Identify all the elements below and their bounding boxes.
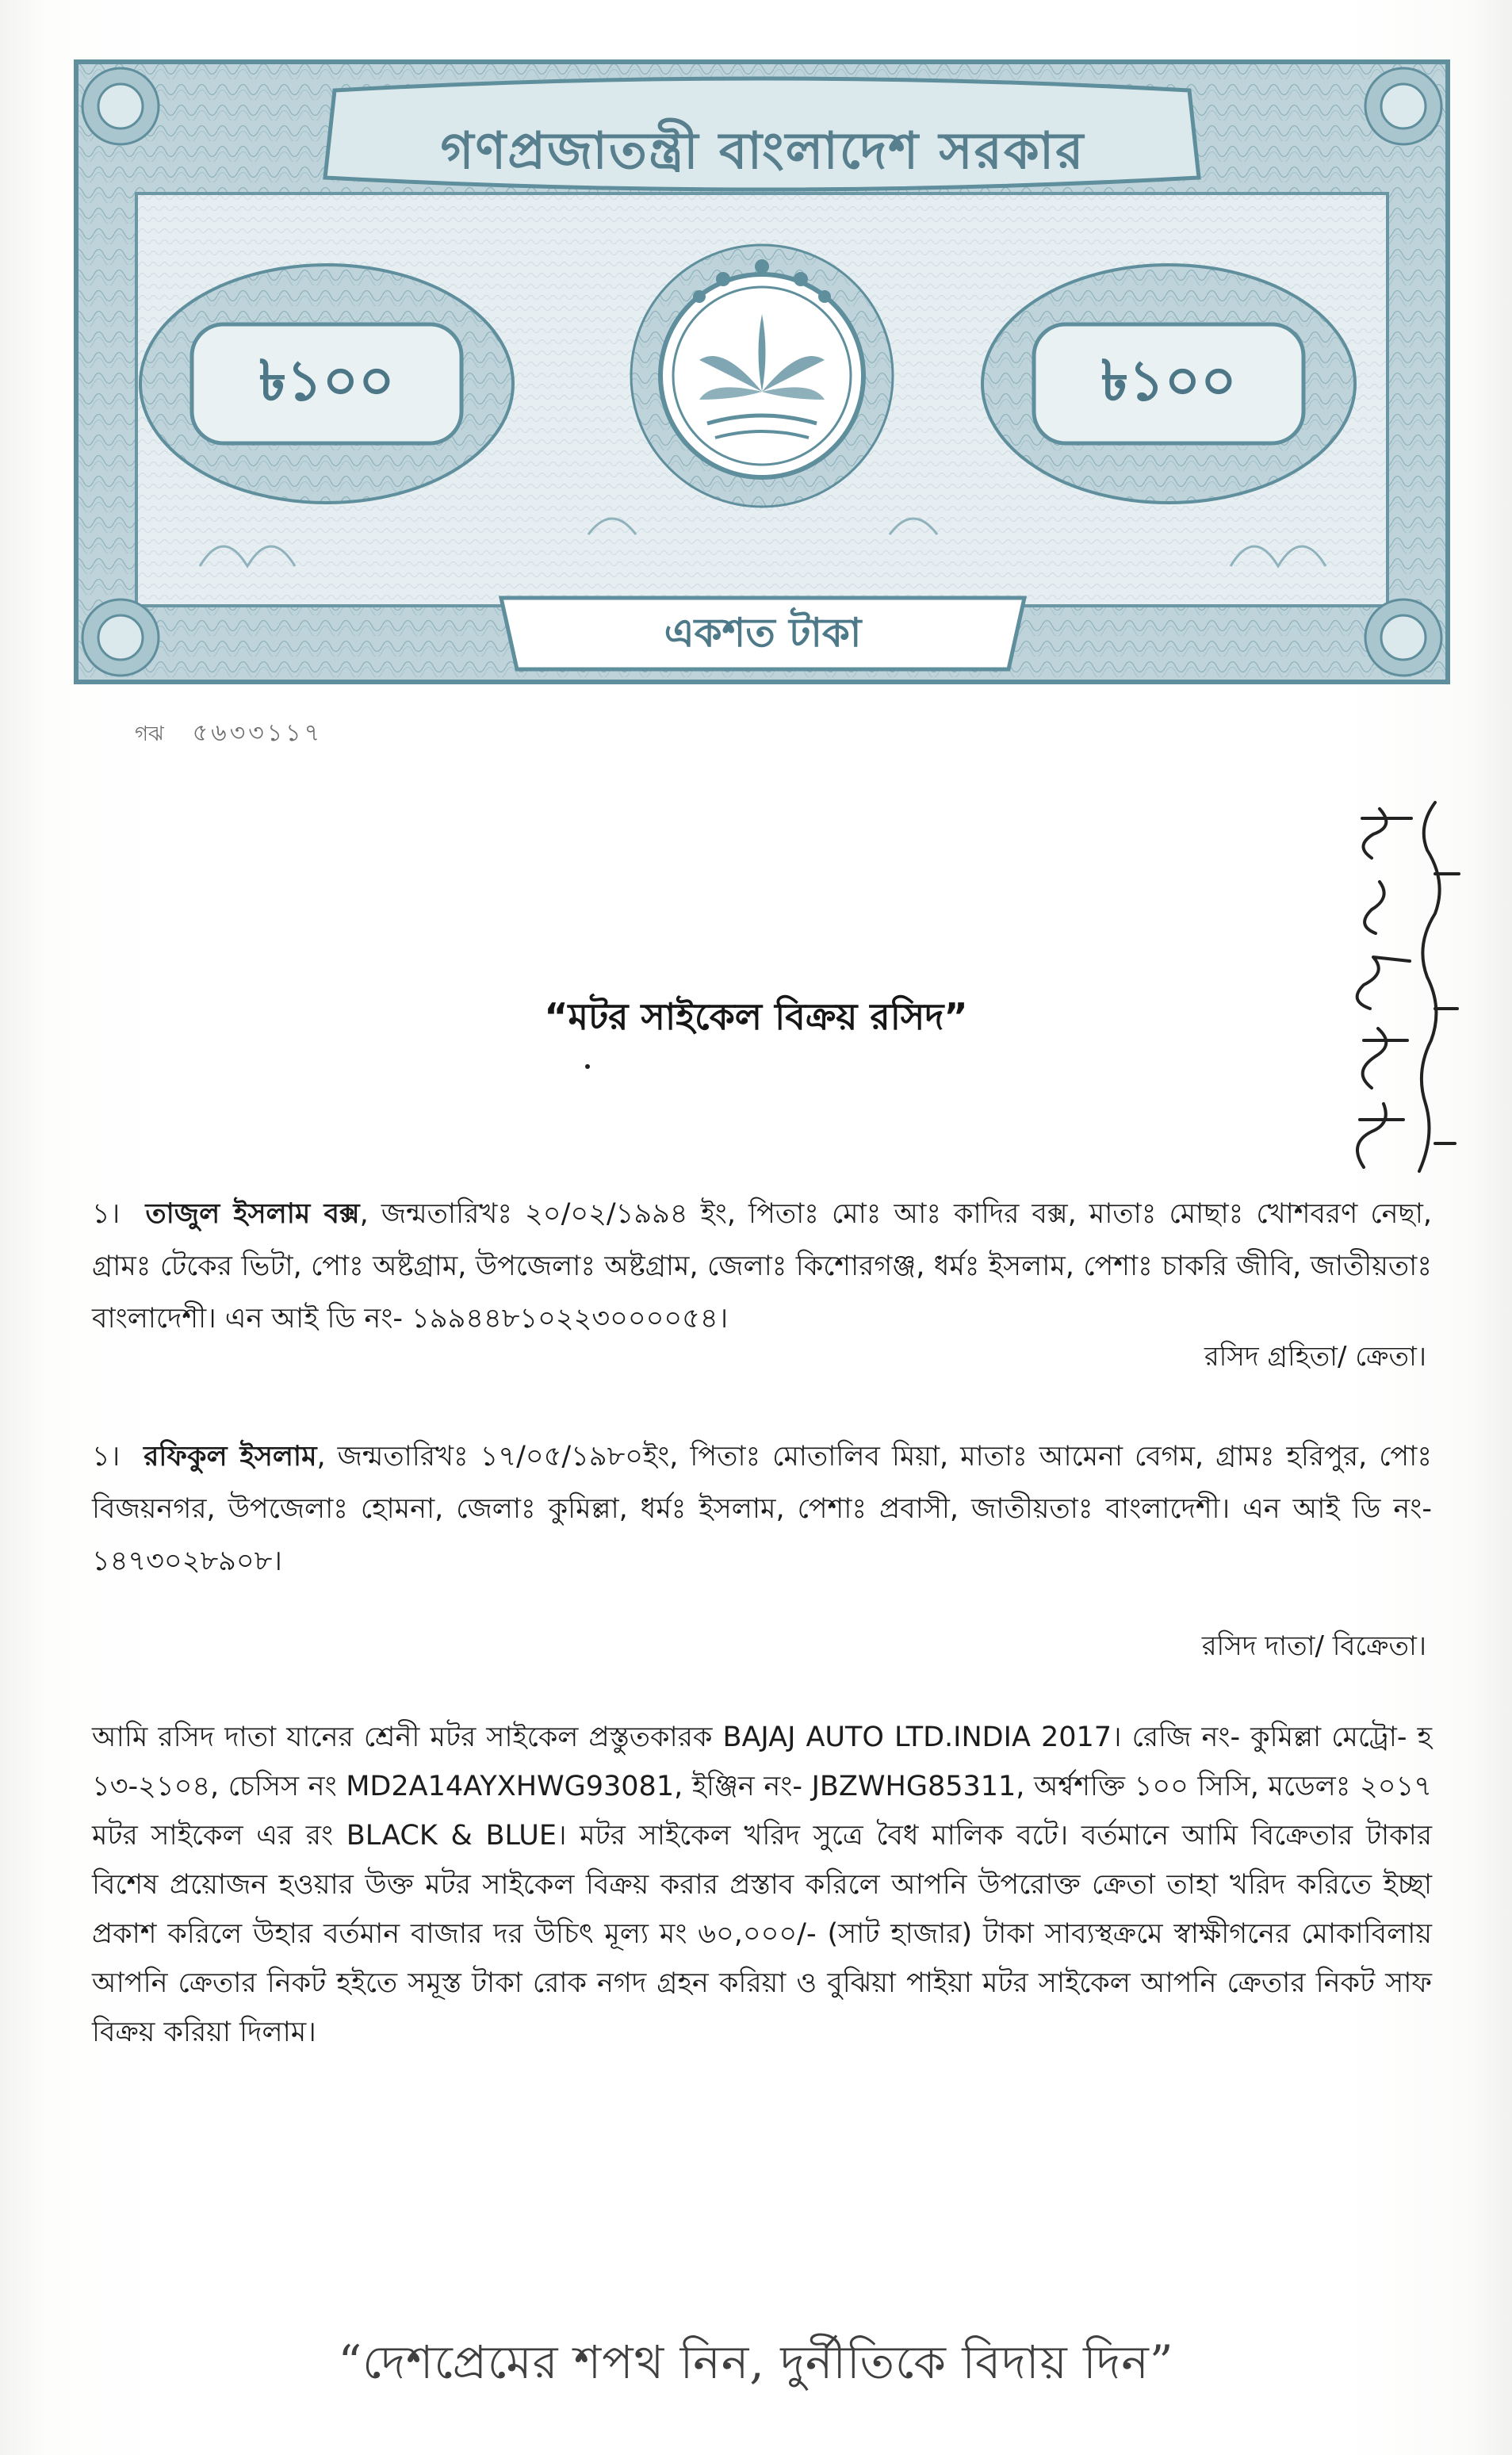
buyer-role-label: রসিদ গ্রহিতা/ ক্রেতা। — [1204, 1341, 1426, 1373]
emblem-icon — [631, 245, 893, 507]
serial-number: ৫৬৩৩১১৭ — [192, 719, 323, 747]
stamp-government-title: গণপ্রজাতন্ত্রী বাংলাদেশ সরকার — [440, 121, 1085, 181]
stamp-serial — [135, 714, 323, 754]
serial-prefix: গঝ — [135, 722, 164, 746]
sale-statement-paragraph: আমি রসিদ দাতা যানের শ্রেনী মটর সাইকেল প্রস্তুতকারক BAJAJ AUTO LTD.INDIA 2017। রেজি নং- কুমিল্লা মেট্রো- হ ১৩-২১০৪, চেসিস নং MD2A14AYXHWG93081, ইঞ্জিন নং- JBZWHG85311, অর্শ্বশক্তি ১০০ সিসি, মডেলঃ ২০১৭ মটর সাইকেল এর রং BLACK & BLUE। মটর সাইকেল খরিদ সুত্রে বৈধ মালিক বটে। বর্তমানে আমি বিক্রেতার টাকার বিশেষ প্রয়োজন হওয়ার উক্ত মটর সাইকেল বিক্রয় করার প্রস্তাব করিলে আপনি উপরোক্ত ক্রেতা তাহা খরিদ করিতে ইচ্ছা প্রকাশ করিলে উহার বর্তমান বাজার দর উচিৎ মূল্য মং ৬০,০০০/- (সাট হাজার) টাকা সাব্যস্থক্রমে স্বাক্ষীগনের মোকাবিলায় আপনি ক্রেতার নিকট হইতে সমূস্ত টাকা রোক নগদ গ্রহন করিয়া ও বুঝিয়া পাইয়া মটর সাইকেল আপনি ক্রেতার নিকট সাফ বিক্রয় করিয়া দিলাম। — [92, 1722, 1432, 2048]
ink-dot — [585, 1064, 590, 1069]
handwritten-signature — [1316, 771, 1467, 1199]
stamp-denomination: একশত টাকা — [664, 609, 862, 656]
stamp-header — [73, 59, 1451, 685]
seller-paragraph — [92, 1430, 1432, 1588]
document-title: “মটর সাইকেল বিক্রয় রসিদ” — [544, 995, 968, 1038]
seller-role-label: রসিদ দাতা/ বিক্রেতা। — [1201, 1630, 1426, 1662]
seller-name: রফিকুল ইসলাম — [144, 1441, 317, 1473]
seller-number: ১। — [92, 1441, 121, 1473]
seller-details: , জন্মতারিখঃ ১৭/০৫/১৯৮০ইং, পিতাঃ মোতালিব মিয়া, মাতাঃ আমেনা বেগম, গ্রামঃ হরিপুর, পোঃ বিজয়নগর, উপজেলাঃ হোমনা, জেলাঃ কুমিল্লা, ধর্মঃ ইসলাম, পেশাঃ প্রবাসী, জাতীয়তাঃ বাংলাদেশী। এন আই ডি নং- ১৪৭৩০২৮৯০৮। — [92, 1441, 1432, 1577]
buyer-paragraph — [92, 1188, 1432, 1345]
stamp-value-right: ৳১০০ — [1101, 347, 1237, 413]
footer-slogan: “দেশপ্রেমের শপথ নিন, দুর্নীতিকে বিদায় দিন” — [338, 2335, 1174, 2389]
buyer-number: ১। — [92, 1198, 121, 1230]
stamp-value-left: ৳১০০ — [258, 347, 395, 413]
buyer-name: তাজুল ইসলাম বক্স — [145, 1198, 360, 1230]
buyer-details: , জন্মতারিখঃ ২০/০২/১৯৯৪ ইং, পিতাঃ মোঃ আঃ কাদির বক্স, মাতাঃ মোছাঃ খোশবরণ নেছা, গ্রামঃ টেকের ভিটা, পোঃ অষ্টগ্রাম, উপজেলাঃ অষ্টগ্রাম, জেলাঃ কিশোরগঞ্জ, ধর্মঃ ইসলাম, পেশাঃ চাকরি জীবি, জাতীয়তাঃ বাংলাদেশী। এন আই ডি নং- ১৯৯৪৪৮১০২২৩০০০০৫৪। — [92, 1198, 1432, 1335]
